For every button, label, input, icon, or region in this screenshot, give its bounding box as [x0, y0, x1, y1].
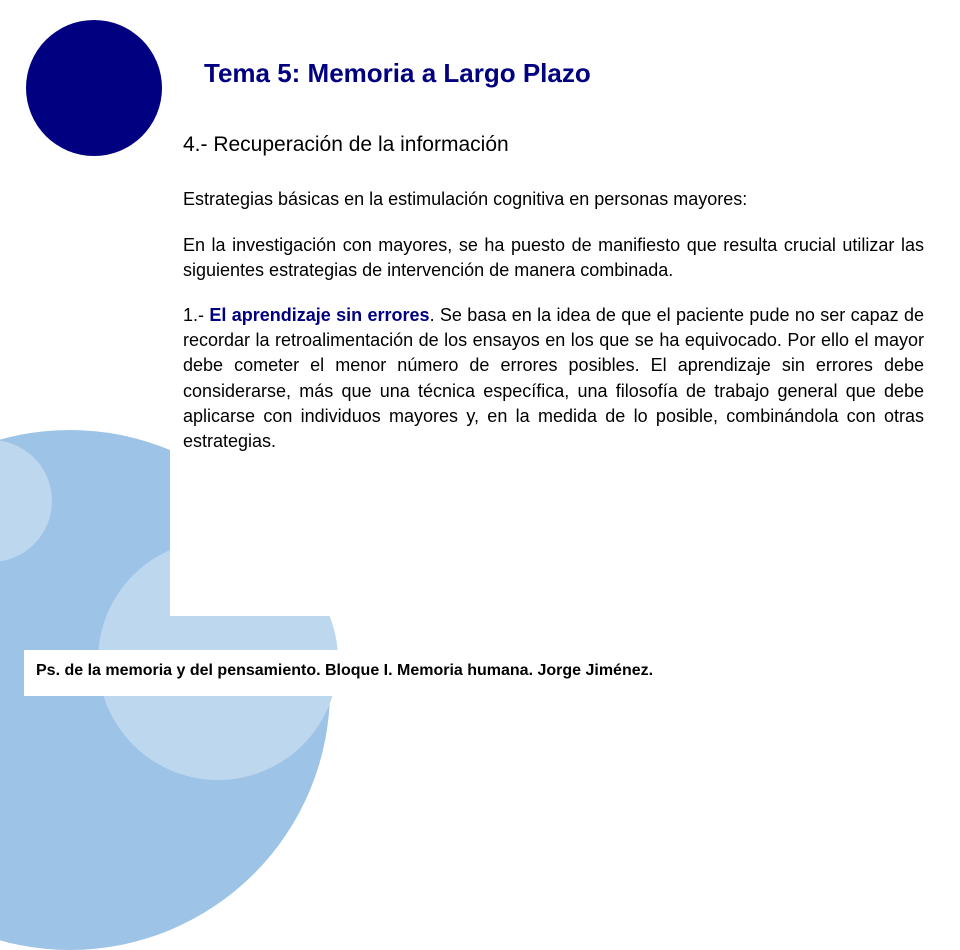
point-errorless-learning [183, 303, 924, 454]
footer-text: Ps. de la memoria y del pensamiento. Bloque I. Memoria humana. Jorge Jiménez. [36, 662, 654, 679]
navy-circle-decoration [26, 20, 162, 156]
slide-title: Tema 5: Memoria a Largo Plazo [204, 58, 591, 88]
point-number: 1.- [183, 304, 210, 325]
paragraph-research: En la investigación con mayores, se ha puesto de manifiesto que resulta crucial utilizar las siguientes estrategias de intervención de manera combinada. [183, 234, 924, 280]
point-text: . Se basa en la idea de que el paciente pude no ser capaz de recordar la retroalimentación de los ensayos en los que se ha equivocado. Por ello el mayor debe cometer el menor número de errores posibles. El aprendizaje sin errores debe considerarse, más que una técnica específica, una filosofía de trabajo general que debe aplicarse con individuos mayores y, en la medida de lo posible, combinándola con otras estrategias. [183, 304, 924, 451]
section-subtitle: 4.- Recuperación de la información [183, 133, 509, 156]
slide-body [183, 130, 924, 454]
footer-bar [24, 650, 936, 696]
paragraph-strategies: Estrategias básicas en la estimulación cognitiva en personas mayores: [183, 189, 748, 210]
point-highlight: El aprendizaje sin errores [209, 304, 430, 325]
